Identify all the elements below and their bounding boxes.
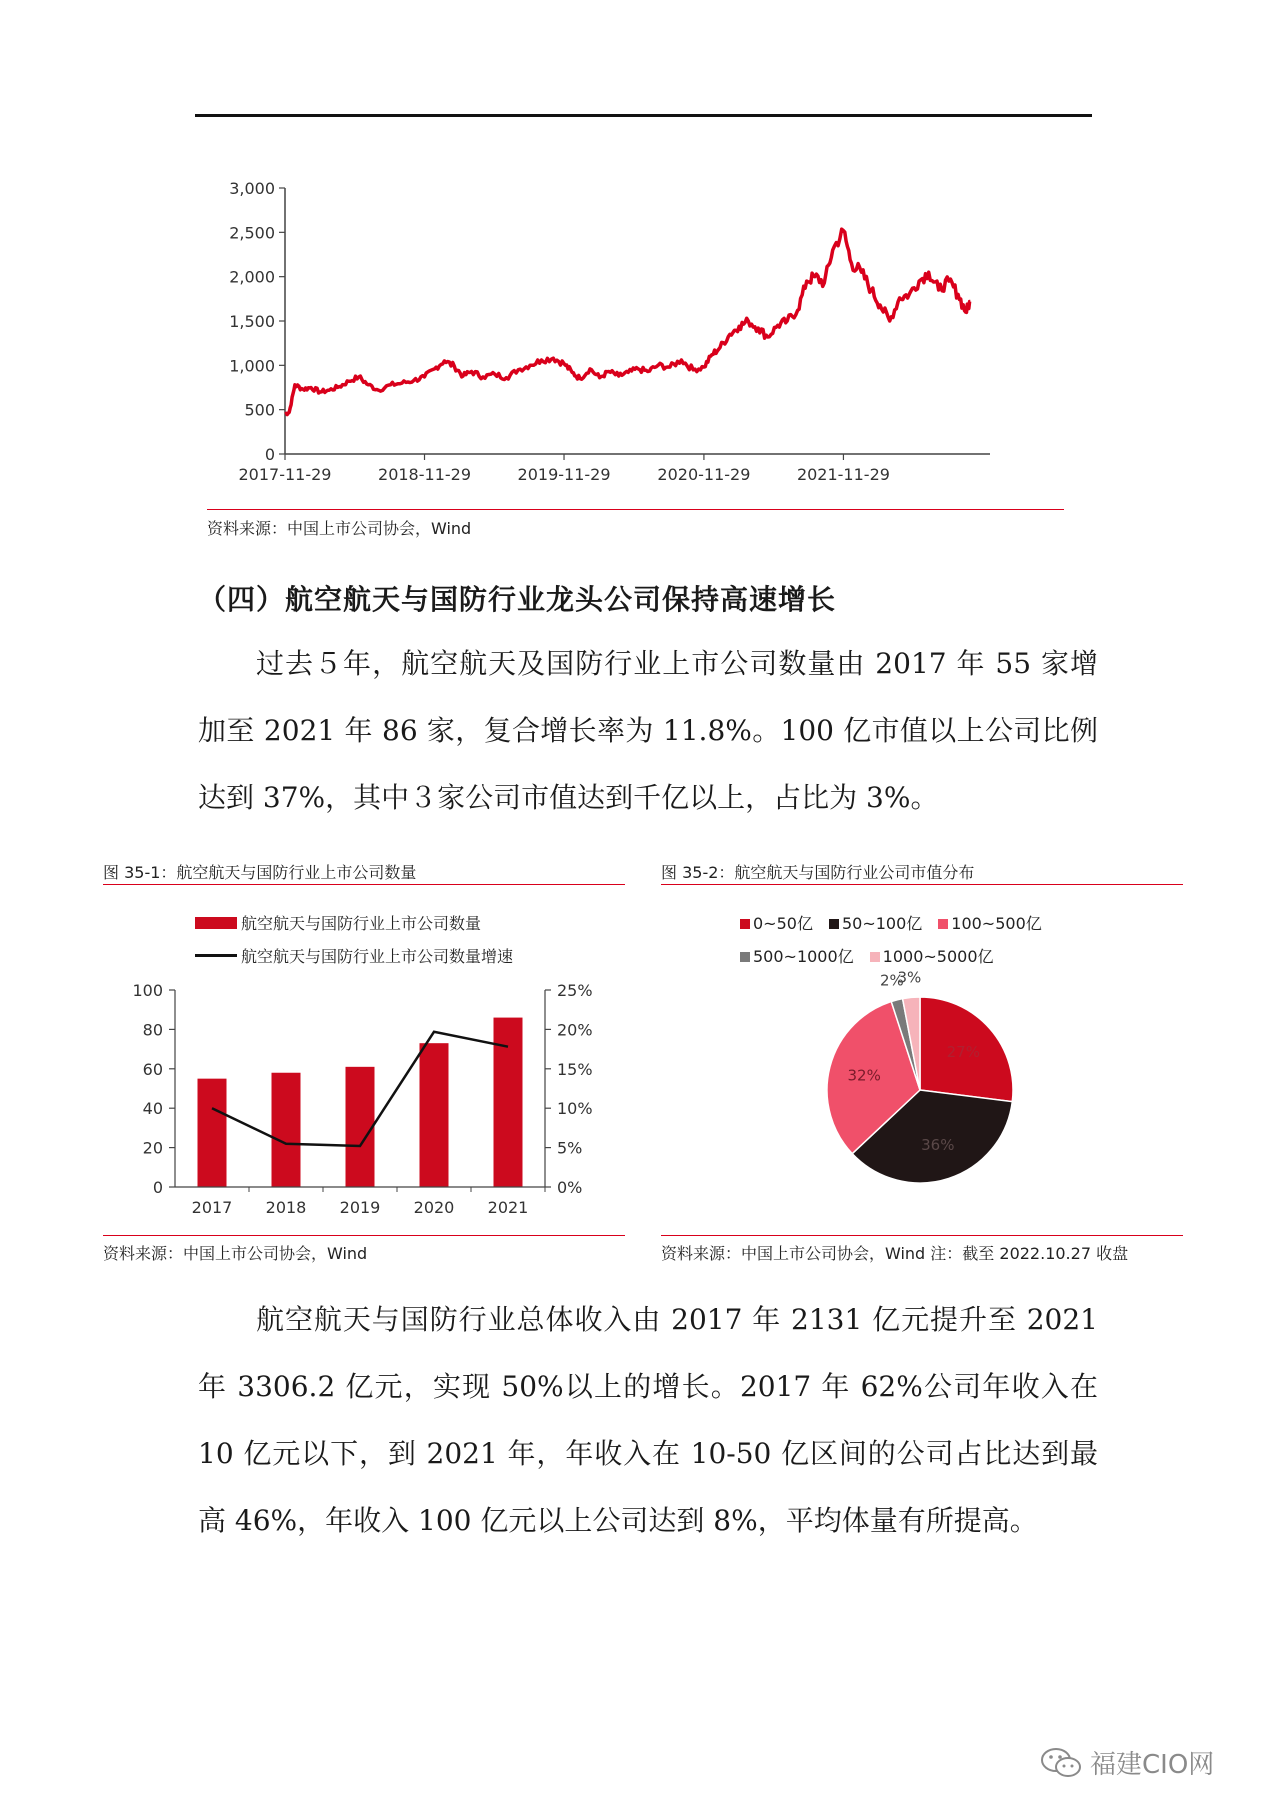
paragraph-1-text: 过去５年，航空航天及国防行业上市公司数量由 2017 年 55 家增加至 2021 年 86 家，复合增长率为 11.8%。100 亿市值以上公司比例达到 37%，其中３家公司市值达到千亿以上，占比为 3%。	[198, 647, 1098, 814]
line-chart-x-ticks	[239, 454, 890, 484]
left-tick-label: 80	[142, 1020, 163, 1040]
bar-2018	[272, 1073, 301, 1187]
bar-legend-label: 航空航天与国防行业上市公司数量	[241, 914, 482, 933]
left-tick-label: 40	[142, 1099, 163, 1119]
pie-legend-row-2	[740, 944, 1100, 967]
bar-chart	[103, 975, 623, 1225]
watermark-text: 福建CIO网	[1090, 1750, 1215, 1780]
y-tick-label: 0	[264, 445, 275, 464]
pie-legend-label: 0~50亿	[753, 914, 813, 933]
category-label: 2019	[339, 1198, 381, 1217]
x-tick-label: 2019-11-29	[517, 465, 611, 484]
pie-legend-label: 50~100亿	[841, 914, 923, 933]
line-chart	[210, 170, 1010, 500]
bar-2019	[346, 1067, 375, 1187]
right-tick-label: 20%	[557, 1020, 593, 1040]
bar-legend-swatch	[195, 917, 237, 929]
bar-chart-legend	[195, 911, 513, 967]
bar-chart-right-ticks	[545, 981, 593, 1197]
pie-chart-source: 资料来源：中国上市公司协会，Wind 注：截至 2022.10.27 收盘	[661, 1244, 1129, 1263]
pie-legend-item	[740, 944, 854, 967]
category-label: 2018	[265, 1198, 307, 1217]
bar-legend-item-growth	[195, 944, 513, 967]
y-tick-label: 1,500	[229, 312, 275, 331]
pie-chart-caption-rule	[661, 884, 1183, 885]
bar-chart-caption: 图 35-1：航空航天与国防行业上市公司数量	[103, 863, 417, 882]
pie-label-3: 2%	[880, 971, 904, 990]
page-header-rule	[195, 114, 1092, 117]
line-legend-label: 航空航天与国防行业上市公司数量增速	[241, 947, 514, 966]
right-tick-label: 10%	[557, 1099, 593, 1119]
bar-chart-caption-rule	[103, 884, 625, 885]
category-label: 2021	[487, 1198, 529, 1217]
pie-legend-swatch	[740, 952, 750, 962]
x-tick-label: 2021-11-29	[796, 465, 890, 484]
x-tick-label: 2020-11-29	[657, 465, 751, 484]
paragraph-1	[198, 630, 1098, 831]
left-tick-label: 20	[142, 1138, 163, 1158]
section-title: （四）航空航天与国防行业龙头公司保持高速增长	[198, 583, 837, 616]
bar-2021	[494, 1018, 523, 1187]
pie-legend-swatch	[740, 919, 750, 929]
line-legend-swatch	[195, 954, 237, 957]
pie-legend-item	[938, 911, 1042, 934]
left-tick-label: 0	[152, 1178, 163, 1197]
pie-legend-item	[740, 911, 813, 934]
pie-legend-swatch	[870, 952, 880, 962]
watermark	[1040, 1744, 1214, 1781]
right-tick-label: 25%	[557, 981, 593, 1000]
paragraph-2-text: 航空航天与国防行业总体收入由 2017 年 2131 亿元提升至 2021 年 3306.2 亿元，实现 50%以上的增长。2017 年 62%公司年收入在 10 亿元以下，到 2021 年，年收入在 10-50 亿区间的公司占比达到最高 46%，年收入 100 亿元以上公司达到 8%，平均体量有所提高。	[198, 1303, 1098, 1537]
pie-legend-label: 1000~5000亿	[882, 947, 994, 966]
pie-label-1: 36%	[921, 1135, 955, 1154]
category-label: 2017	[191, 1198, 233, 1217]
wechat-icon	[1040, 1746, 1084, 1780]
line-chart-series	[285, 229, 970, 414]
bar-chart-categories	[192, 1187, 545, 1217]
y-tick-label: 2,000	[229, 267, 275, 287]
right-tick-label: 5%	[557, 1138, 583, 1158]
right-tick-label: 15%	[557, 1059, 593, 1079]
pie-legend-row-1	[740, 911, 1100, 934]
bar-chart-left-ticks	[132, 981, 175, 1197]
x-tick-label: 2018-11-29	[378, 465, 472, 484]
x-tick-label: 2017-11-29	[238, 465, 332, 484]
left-tick-label: 100	[132, 981, 163, 1000]
paragraph-2	[198, 1286, 1098, 1554]
pie-chart	[800, 970, 1040, 1210]
bar-chart-source-rule	[103, 1235, 625, 1236]
left-tick-label: 60	[142, 1059, 163, 1079]
pie-chart-caption: 图 35-2：航空航天与国防行业公司市值分布	[661, 863, 975, 882]
pie-chart-source-rule	[661, 1235, 1183, 1236]
pie-legend-swatch	[829, 919, 839, 929]
pie-chart-legend	[740, 911, 1100, 967]
bar-2020	[420, 1043, 449, 1187]
category-label: 2020	[413, 1198, 455, 1217]
line-chart-y-ticks	[229, 179, 285, 464]
pie-chart-slices	[827, 997, 1013, 1183]
bar-chart-source: 资料来源：中国上市公司协会，Wind	[103, 1244, 368, 1263]
pie-legend-item	[870, 944, 994, 967]
right-tick-label: 0%	[557, 1178, 583, 1197]
pie-label-2: 32%	[847, 1066, 881, 1085]
bar-legend-item-count	[195, 911, 513, 934]
pie-label-0: 27%	[946, 1042, 980, 1061]
pie-legend-label: 500~1000亿	[753, 947, 854, 966]
pie-legend-label: 100~500亿	[951, 914, 1042, 933]
line-chart-source-rule	[207, 509, 1064, 510]
bar-2017	[198, 1079, 227, 1187]
y-tick-label: 2,500	[229, 223, 275, 243]
pie-legend-item	[829, 911, 922, 934]
bar-chart-bars	[198, 1018, 523, 1187]
line-chart-source: 资料来源：中国上市公司协会，Wind	[207, 519, 472, 538]
pie-label-4: 3%	[897, 970, 922, 987]
y-tick-label: 1,000	[229, 356, 275, 376]
y-tick-label: 500	[244, 400, 275, 420]
pie-legend-swatch	[938, 919, 948, 929]
y-tick-label: 3,000	[229, 179, 275, 198]
